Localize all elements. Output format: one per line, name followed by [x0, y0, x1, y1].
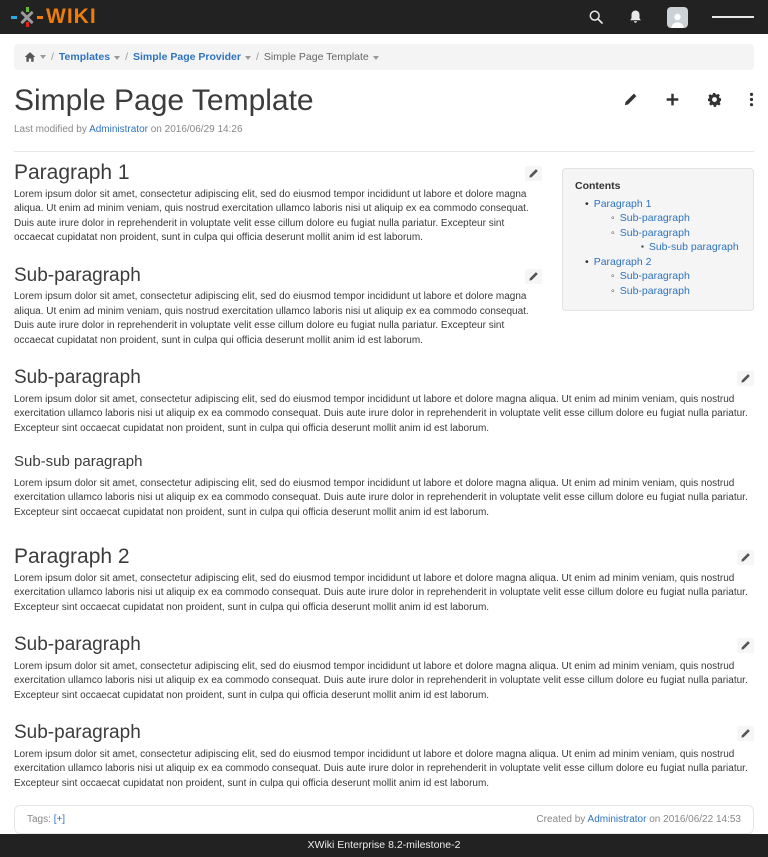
edit-section-pencil-icon[interactable]: [737, 638, 754, 653]
section-heading: [14, 722, 754, 743]
toc-link[interactable]: Sub-paragraph: [619, 212, 690, 224]
toc-item: [575, 240, 741, 255]
edit-section-pencil-icon[interactable]: [737, 726, 754, 741]
breadcrumb-separator: /: [125, 51, 129, 63]
content-section: [14, 545, 754, 615]
section-heading: [14, 634, 754, 655]
breadcrumb-caret-icon[interactable]: [245, 56, 251, 60]
created-by-line: Created by Administrator on 2016/06/22 14:53: [536, 814, 741, 825]
toc-item: [575, 211, 741, 226]
page-title: Simple Page Template: [14, 84, 314, 117]
edit-section-pencil-icon[interactable]: [525, 166, 542, 181]
xwiki-logo-x-icon: [14, 5, 40, 29]
breadcrumb-separator: /: [255, 51, 259, 63]
breadcrumb: [14, 44, 754, 70]
notifications-bell-icon[interactable]: [628, 9, 643, 25]
edit-section-pencil-icon[interactable]: [737, 371, 754, 386]
section-title: Paragraph 2: [14, 545, 130, 568]
more-actions-kebab-icon[interactable]: [749, 92, 754, 135]
last-modified-line: Last modified by Administrator on 2016/06/29 14:26: [14, 124, 243, 135]
version-footer-bar: [0, 834, 768, 857]
content-section: [14, 722, 754, 791]
breadcrumb-current-page: Simple Page Template: [263, 51, 369, 63]
user-avatar[interactable]: [667, 7, 688, 28]
document-actions: [623, 78, 754, 135]
section-paragraph: Lorem ipsum dolor sit amet, consectetur adipiscing elit, sed do eiusmod tempor incididunt ut labore et dolore magna aliqua. Ut enim ad minim veniam, quis nostrud exercitation ullamco laboris nisi ut aliquip ex ea commodo consequat. Duis aute irure dolor in reprehenderit in voluptate velit esse cillum dolore eu fugiat nulla pariatur. Excepteur sint occaecat cupidatat non proident, sunt in culpa qui officia deserunt mollit anim id est laborum.: [14, 572, 748, 613]
toc-item: [575, 269, 741, 284]
home-icon[interactable]: [24, 51, 36, 63]
toc-item: [575, 197, 741, 212]
table-of-contents-panel: [562, 168, 754, 311]
section-heading: [14, 367, 754, 388]
xwiki-logo-wordmark: WIKI: [46, 5, 97, 28]
create-plus-icon[interactable]: [665, 92, 680, 135]
tags-area: [27, 814, 65, 825]
toc-item: [575, 226, 741, 241]
section-paragraph: Lorem ipsum dolor sit amet, consectetur adipiscing elit, sed do eiusmod tempor incididunt ut labore et dolore magna aliqua. Ut enim ad minim veniam, quis nostrud exercitation ullamco laboris nisi ut aliquip ex ea commodo consequat. Duis aute irure dolor in reprehenderit in voluptate velit esse cillum dolore eu fugiat nulla pariatur. Excepteur sint occaecat cupidatat non proident, sunt in culpa qui officia deserunt mollit anim id est laborum.: [14, 393, 748, 434]
xwiki-logo[interactable]: [14, 5, 97, 29]
content-section: [14, 367, 754, 436]
content-section: [14, 634, 754, 703]
edit-pencil-icon[interactable]: [623, 92, 638, 135]
section-title: Paragraph 1: [14, 161, 130, 184]
edit-section-pencil-icon[interactable]: [737, 550, 754, 565]
section-heading: [14, 545, 754, 568]
breadcrumb-separator: /: [51, 51, 54, 63]
section-paragraph: Lorem ipsum dolor sit amet, consectetur adipiscing elit, sed do eiusmod tempor incididunt ut labore et dolore magna aliqua. Ut enim ad minim veniam, quis nostrud exercitation ullamco laboris nisi ut aliquip ex ea commodo consequat. Duis aute irure dolor in reprehenderit in voluptate velit esse cillum dolore eu fugiat nulla pariatur. Excepteur sint occaecat cupidatat non proident, sunt in culpa qui officia deserunt mollit anim id est laborum.: [14, 188, 529, 243]
breadcrumb-caret-icon[interactable]: [373, 56, 379, 60]
section-paragraph: Lorem ipsum dolor sit amet, consectetur adipiscing elit, sed do eiusmod tempor incididunt ut labore et dolore magna aliqua. Ut enim ad minim veniam, quis nostrud exercitation ullamco laboris nisi ut aliquip ex ea commodo consequat. Duis aute irure dolor in reprehenderit in voluptate velit esse cillum dolore eu fugiat nulla pariatur. Excepteur sint occaecat cupidatat non proident, sunt in culpa qui officia deserunt mollit anim id est laborum.: [14, 291, 529, 346]
toc-link[interactable]: Sub-paragraph: [619, 226, 690, 239]
document-header: [0, 70, 768, 135]
section-heading: [14, 455, 754, 470]
toc-link[interactable]: Paragraph 2: [593, 255, 652, 268]
last-modified-author-link[interactable]: Administrator: [89, 124, 148, 135]
menu-hamburger-icon[interactable]: [712, 14, 754, 21]
document-content: [0, 152, 768, 791]
toc-link[interactable]: Paragraph 1: [593, 197, 652, 210]
toc-item: [575, 284, 741, 299]
breadcrumb-link[interactable]: Simple Page Provider: [133, 51, 241, 63]
toc-title: Contents: [575, 180, 621, 192]
section-paragraph: Lorem ipsum dolor sit amet, consectetur adipiscing elit, sed do eiusmod tempor incididunt ut labore et dolore magna aliqua. Ut enim ad minim veniam, quis nostrud exercitation ullamco laboris nisi ut aliquip ex ea commodo consequat. Duis aute irure dolor in reprehenderit in voluptate velit esse cillum dolore eu fugiat nulla pariatur. Excepteur sint occaecat cupidatat non proident, sunt in culpa qui officia deserunt mollit anim id est laborum.: [14, 660, 748, 701]
edit-section-pencil-icon[interactable]: [525, 269, 542, 284]
version-text: XWiki Enterprise 8.2-milestone-2: [307, 839, 461, 851]
section-title: Sub-paragraph: [14, 264, 141, 286]
section-title: Sub-sub paragraph: [14, 453, 143, 470]
created-author-link[interactable]: Administrator: [587, 814, 647, 825]
top-navigation-bar: [0, 0, 768, 34]
section-paragraph: Lorem ipsum dolor sit amet, consectetur adipiscing elit, sed do eiusmod tempor incididunt ut labore et dolore magna aliqua. Ut enim ad minim veniam, quis nostrud exercitation ullamco laboris nisi ut aliquip ex ea commodo consequat. Duis aute irure dolor in reprehenderit in voluptate velit esse cillum dolore eu fugiat nulla pariatur. Excepteur sint occaecat cupidatat non proident, sunt in culpa qui officia deserunt mollit anim id est laborum.: [14, 477, 748, 518]
search-icon[interactable]: [588, 9, 604, 25]
toc-item: [575, 255, 741, 270]
add-tag-link[interactable]: [+]: [53, 814, 66, 825]
toc-link[interactable]: Sub-paragraph: [619, 284, 690, 297]
section-title: Sub-paragraph: [14, 722, 141, 743]
toc-link[interactable]: Sub-sub paragraph: [648, 241, 739, 253]
section-title: Sub-paragraph: [14, 634, 141, 655]
section-paragraph: Lorem ipsum dolor sit amet, consectetur adipiscing elit, sed do eiusmod tempor incididunt ut labore et dolore magna aliqua. Ut enim ad minim veniam, quis nostrud exercitation ullamco laboris nisi ut aliquip ex ea commodo consequat. Duis aute irure dolor in reprehenderit in voluptate velit esse cillum dolore eu fugiat nulla pariatur. Excepteur sint occaecat cupidatat non proident, sunt in culpa qui officia deserunt mollit anim id est laborum.: [14, 748, 748, 789]
admin-gear-icon[interactable]: [707, 92, 722, 135]
document-footer-panel: [14, 805, 754, 834]
tags-label: Tags:: [27, 814, 51, 825]
breadcrumb-link[interactable]: Templates: [58, 51, 111, 63]
breadcrumb-caret-icon[interactable]: [114, 56, 120, 60]
content-section: [14, 455, 754, 520]
toc-link[interactable]: Sub-paragraph: [619, 270, 690, 282]
section-title: Sub-paragraph: [14, 367, 141, 388]
